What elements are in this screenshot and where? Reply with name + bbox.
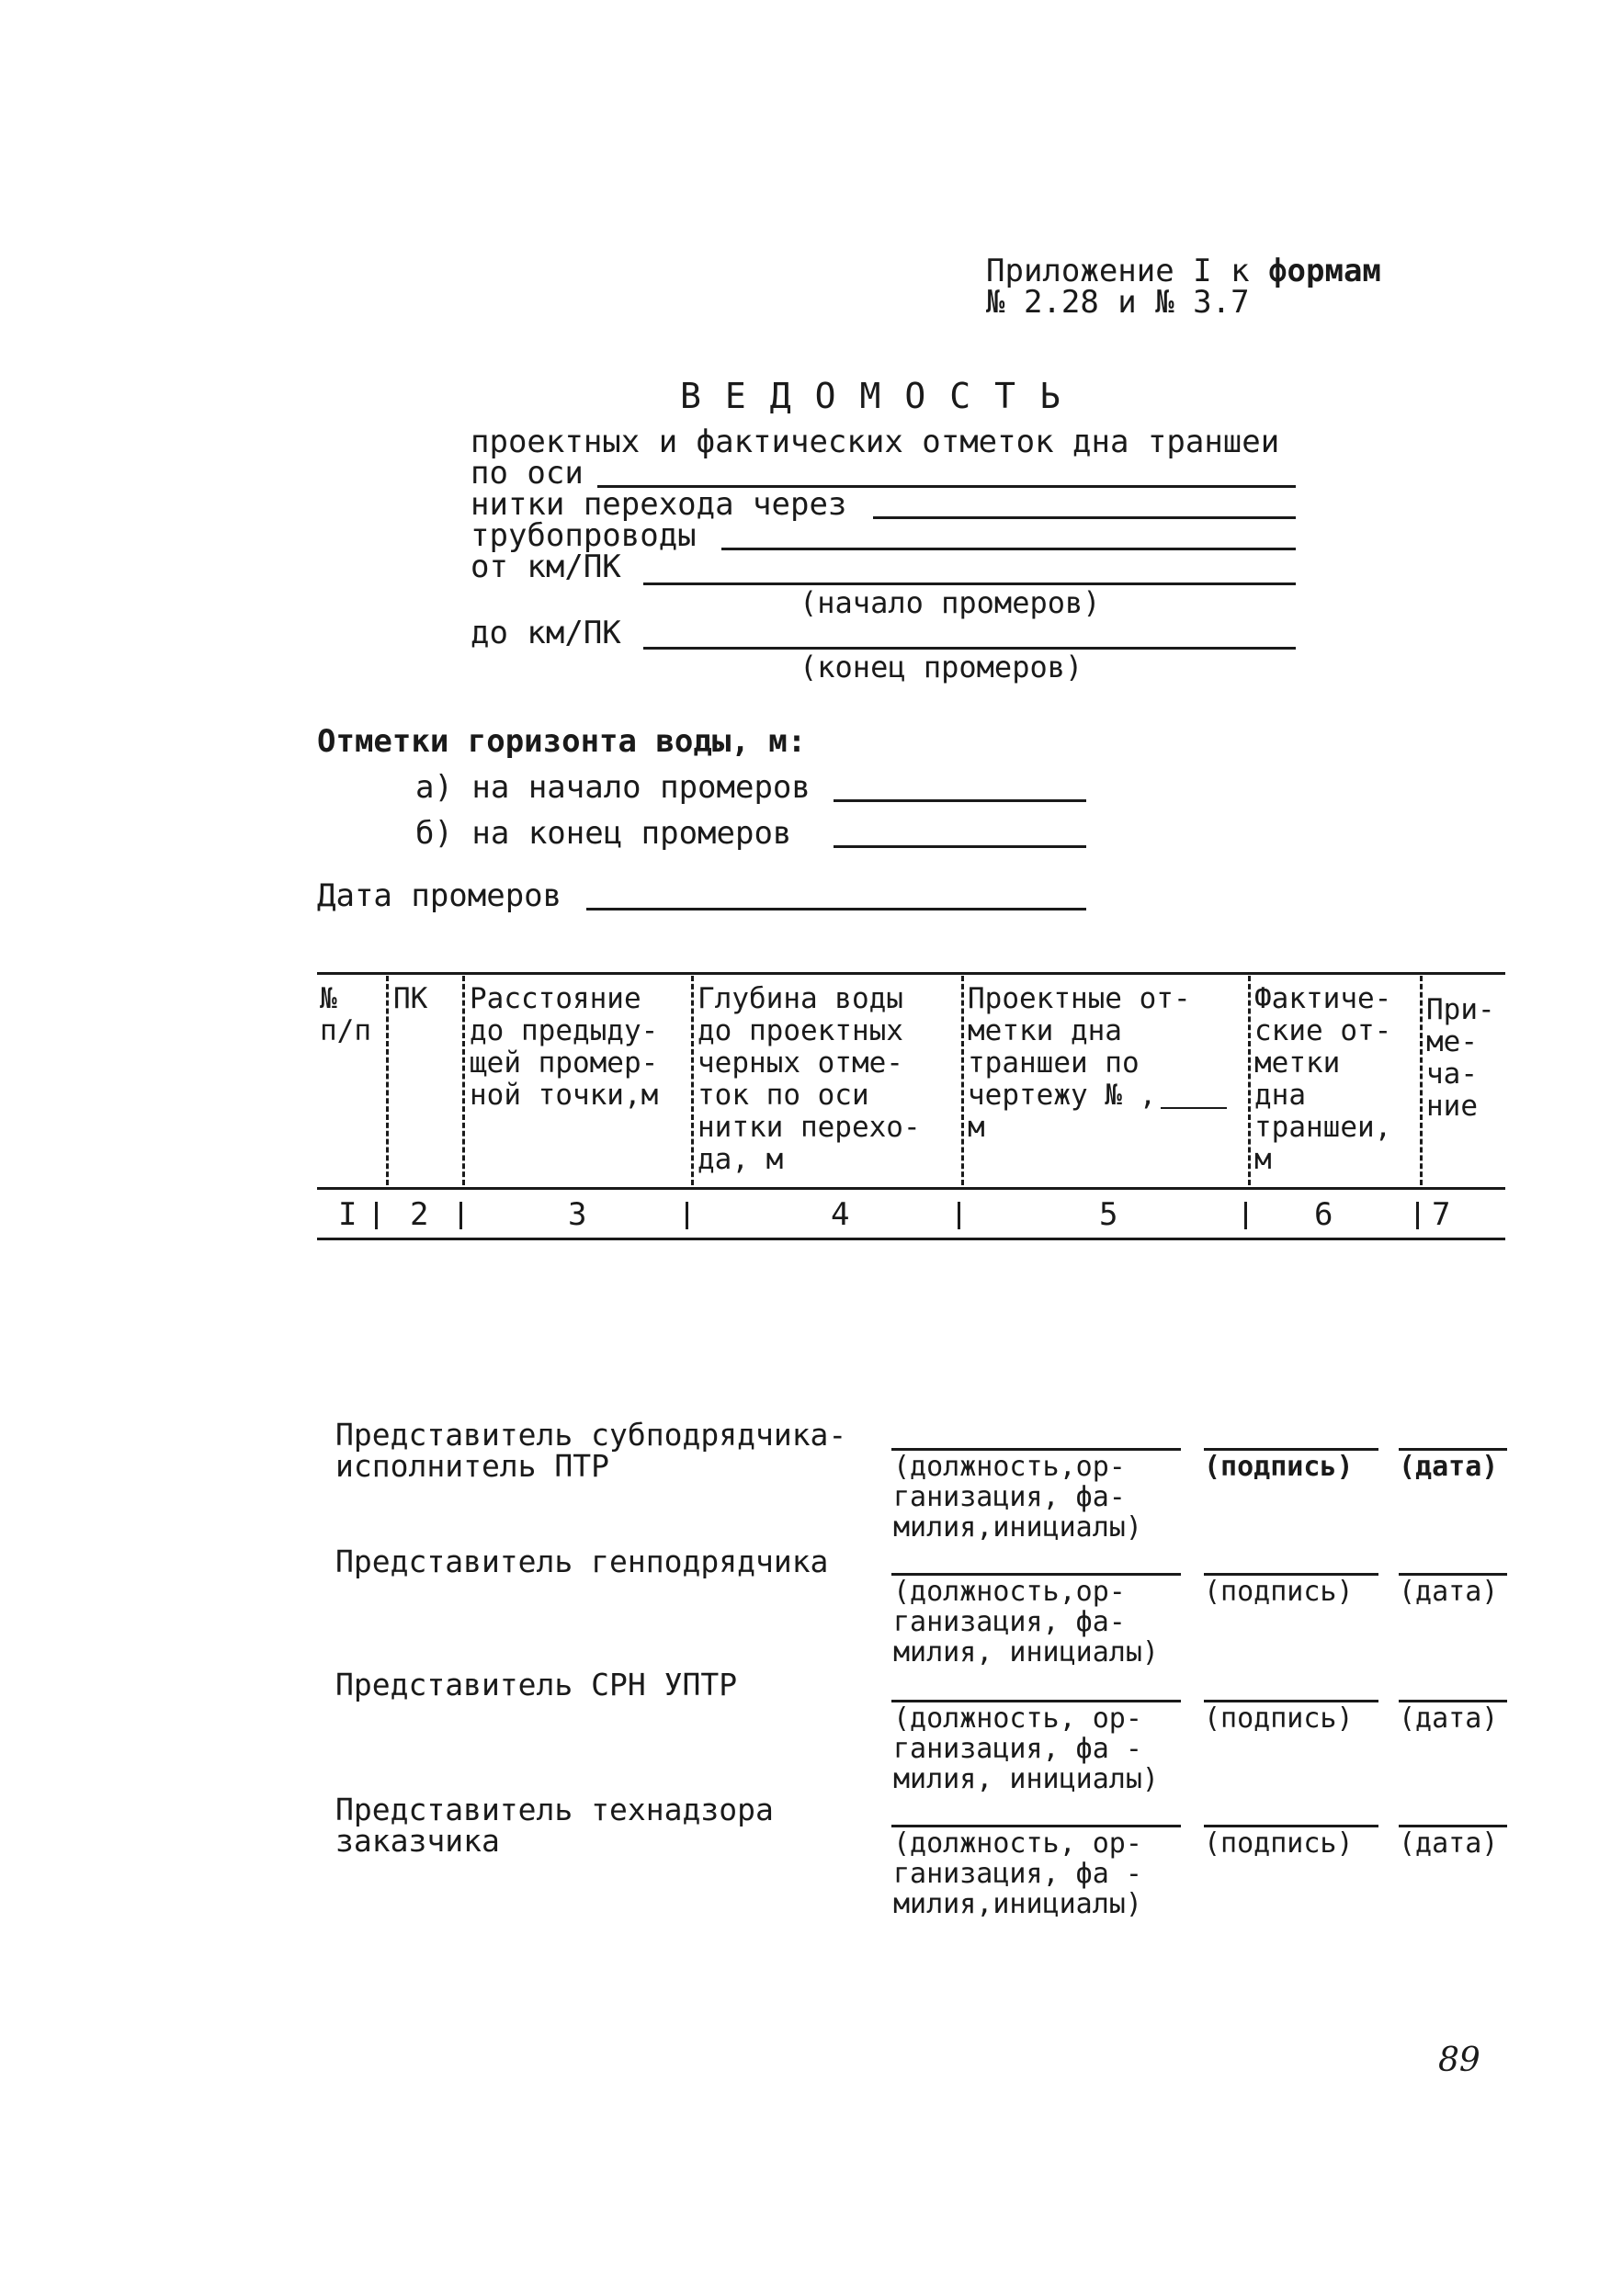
signatory-subcontractor: Представитель субподрядчика- исполнитель ПТР xyxy=(335,1417,847,1484)
col-sep xyxy=(462,976,465,1185)
date-input-line[interactable] xyxy=(586,908,1086,910)
axis-label: по оси xyxy=(471,455,584,492)
col-num: 3 xyxy=(568,1196,587,1233)
date-caption: (дата) xyxy=(1399,1576,1499,1608)
col-num: 6 xyxy=(1314,1196,1333,1233)
th-distance: Расстояние до предыду- щей промер- ной точки,м xyxy=(470,982,659,1112)
date-caption: (дата) xyxy=(1399,1702,1499,1735)
position-caption: (должность,ор- ганизация, фа- милия, инициалы) xyxy=(893,1576,1159,1668)
th-actual-marks: Фактиче- ские от- метки дна траншеи, м xyxy=(1254,982,1392,1176)
signatory-general-contractor: Представитель генподрядчика xyxy=(335,1544,829,1579)
signature-caption: (подпись) xyxy=(1204,1702,1354,1735)
signature-caption: (подпись) xyxy=(1204,1827,1354,1860)
appendix-line1-prefix: Приложение I к xyxy=(986,253,1250,289)
col-sep xyxy=(386,976,389,1185)
water-end-label: б) на конец промеров xyxy=(415,815,792,852)
document-subtitle: проектных и фактических отметок дна траншеи xyxy=(471,424,1280,460)
th-note: При- ме- ча- ние xyxy=(1426,993,1495,1123)
col-sep xyxy=(1244,1202,1247,1229)
col-sep xyxy=(686,1202,688,1229)
pipeline-label: трубопроводы xyxy=(471,517,697,554)
date-caption: (дата) xyxy=(1399,1827,1499,1860)
col-sep xyxy=(1416,1202,1419,1229)
from-km-label: от км/ПК xyxy=(471,549,621,585)
col-num: 5 xyxy=(1099,1196,1118,1233)
document-title: ВЕДОМОСТЬ xyxy=(680,376,1084,416)
col-num: 4 xyxy=(831,1196,850,1233)
col-sep xyxy=(1420,976,1423,1185)
th-design-marks: Проектные от- метки дна траншеи по чертежу № , м xyxy=(968,982,1191,1144)
position-caption: (должность, ор- ганизация, фа - милия, инициалы) xyxy=(893,1702,1159,1795)
appendix-reference xyxy=(986,255,1381,287)
date-caption: (дата) xyxy=(1399,1451,1499,1483)
water-end-input-line[interactable] xyxy=(834,845,1086,848)
drawing-number-blank[interactable] xyxy=(1161,1107,1227,1109)
position-caption: (должность, ор- ганизация, фа - милия,инициалы) xyxy=(893,1827,1142,1920)
position-caption: (должность,ор- ганизация, фа- милия,инициалы) xyxy=(893,1451,1142,1544)
col-num: 7 xyxy=(1432,1196,1451,1233)
table-top-rule xyxy=(317,972,1505,975)
col-sep xyxy=(1248,976,1251,1185)
date-label: Дата промеров xyxy=(317,877,562,914)
crossing-label: нитки перехода через xyxy=(471,486,847,523)
from-caption: (начало промеров) xyxy=(800,585,1101,620)
table-bottom-rule xyxy=(317,1238,1505,1240)
th-number: № п/п xyxy=(320,982,371,1047)
table-header-rule xyxy=(317,1187,1505,1190)
signatory-customer-supervision: Представитель технадзора заказчика xyxy=(335,1792,774,1859)
signature-caption: (подпись) xyxy=(1204,1576,1354,1608)
pipeline-input-line[interactable] xyxy=(721,548,1296,550)
col-sep xyxy=(961,976,964,1185)
col-num: I xyxy=(338,1196,357,1233)
appendix-line1-forms: формам xyxy=(1268,253,1381,289)
col-sep xyxy=(375,1202,378,1229)
page-number: 89 xyxy=(1438,2042,1480,2079)
to-caption: (конец промеров) xyxy=(800,650,1083,684)
to-km-label: до км/ПК xyxy=(471,615,621,651)
crossing-input-line[interactable] xyxy=(873,516,1296,519)
col-sep xyxy=(958,1202,960,1229)
col-sep xyxy=(459,1202,462,1229)
water-heading: Отметки горизонта воды, м: xyxy=(317,723,807,760)
signatory-srn-uptr: Представитель СРН УПТР xyxy=(335,1667,738,1702)
th-water-depth: Глубина воды до проектных черных отме- ток по оси нитки перехо- да, м xyxy=(698,982,921,1176)
col-sep xyxy=(691,976,694,1185)
water-start-input-line[interactable] xyxy=(834,799,1086,802)
water-start-label: а) на начало промеров xyxy=(415,769,811,806)
signature-caption: (подпись) xyxy=(1204,1451,1354,1483)
th-pk: ПК xyxy=(393,982,428,1015)
appendix-line2: № 2.28 и № 3.7 xyxy=(986,284,1250,321)
col-num: 2 xyxy=(410,1196,429,1233)
